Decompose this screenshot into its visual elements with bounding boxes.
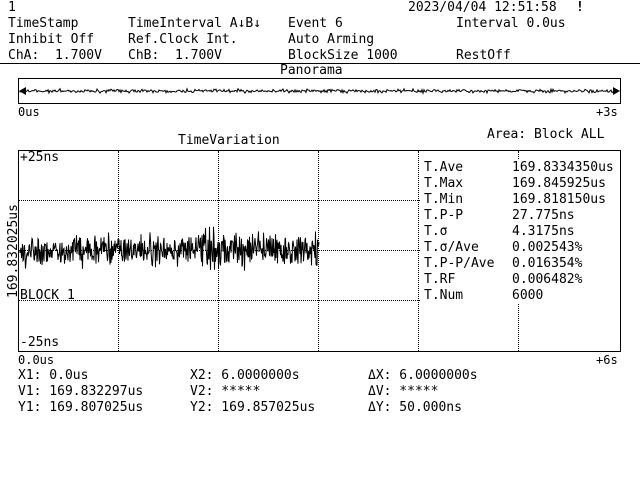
block-label: BLOCK 1 [20, 288, 75, 303]
stat-name: T.RF [424, 272, 456, 287]
cursor-x1: X1: 0.0us [18, 368, 89, 383]
cha-level[interactable]: ChA: 1.700V [8, 48, 102, 63]
stat-name: T.σ/Ave [424, 240, 479, 255]
panorama-right-arrow [613, 87, 620, 95]
panorama-left-arrow [19, 87, 26, 95]
chb-level[interactable]: ChB: 1.700V [128, 48, 222, 63]
stat-value: 0.002543% [512, 240, 583, 255]
y-center-label: 169.832025us [6, 204, 21, 298]
channel-number: 1 [8, 0, 16, 15]
stat-value: 169.8334350us [512, 160, 614, 175]
cursor-dx: ΔX: 6.0000000s [368, 368, 478, 383]
stat-value: 4.3175ns [512, 224, 575, 239]
stat-name: T.σ [424, 224, 448, 239]
stat-value: 169.818150us [512, 192, 606, 207]
interval-label: Interval 0.0us [456, 16, 566, 31]
stat-name: T.P-P [424, 208, 464, 223]
cursor-x2: X2: 6.0000000s [190, 368, 300, 383]
panorama-trace [20, 89, 618, 94]
y-bottom-label: -25ns [20, 335, 60, 350]
timevariation-trace [20, 227, 319, 271]
stat-name: T.Ave [424, 160, 464, 175]
stat-name: T.Max [424, 176, 464, 191]
stat-value: 169.845925us [512, 176, 606, 191]
cursor-y2: Y2: 169.857025us [190, 400, 316, 415]
cursor-y1: Y1: 169.807025us [18, 400, 144, 415]
alert-icon: ! [576, 0, 584, 15]
cursor-v2: V2: ***** [190, 384, 261, 399]
block-size-label[interactable]: BlockSize 1000 [288, 48, 398, 63]
stat-name: T.P-P/Ave [424, 256, 495, 271]
inhibit-label[interactable]: Inhibit Off [8, 32, 95, 47]
panorama-start-label: 0us [18, 105, 40, 119]
arming-label[interactable]: Auto Arming [288, 32, 375, 47]
rest-label[interactable]: RestOff [456, 48, 511, 63]
x-start-label: 0.0us [18, 353, 55, 367]
mode-label[interactable]: TimeStamp [8, 16, 79, 31]
stat-name: T.Min [424, 192, 464, 207]
cursor-dy: ΔY: 50.000ns [368, 400, 462, 415]
function-label[interactable]: TimeInterval A↓B↓ [128, 16, 262, 31]
y-top-label: +25ns [20, 150, 60, 165]
datetime: 2023/04/04 12:51:58 [408, 0, 557, 15]
x-end-label: +6s [596, 353, 618, 367]
event-label: Event 6 [288, 16, 343, 31]
ref-clock-label[interactable]: Ref.Clock Int. [128, 32, 238, 47]
panorama-end-label: +3s [596, 105, 618, 119]
stat-name: T.Num [424, 288, 464, 303]
panorama-title: Panorama [280, 63, 343, 78]
timevariation-title: TimeVariation [178, 133, 280, 148]
cursor-v1: V1: 169.832297us [18, 384, 144, 399]
stat-value: 0.006482% [512, 272, 583, 287]
stat-value: 0.016354% [512, 256, 583, 271]
stat-value: 6000 [512, 288, 544, 303]
cursor-dv: ΔV: ***** [368, 384, 439, 399]
stat-value: 27.775ns [512, 208, 575, 223]
area-label[interactable]: Area: Block ALL [487, 127, 605, 142]
